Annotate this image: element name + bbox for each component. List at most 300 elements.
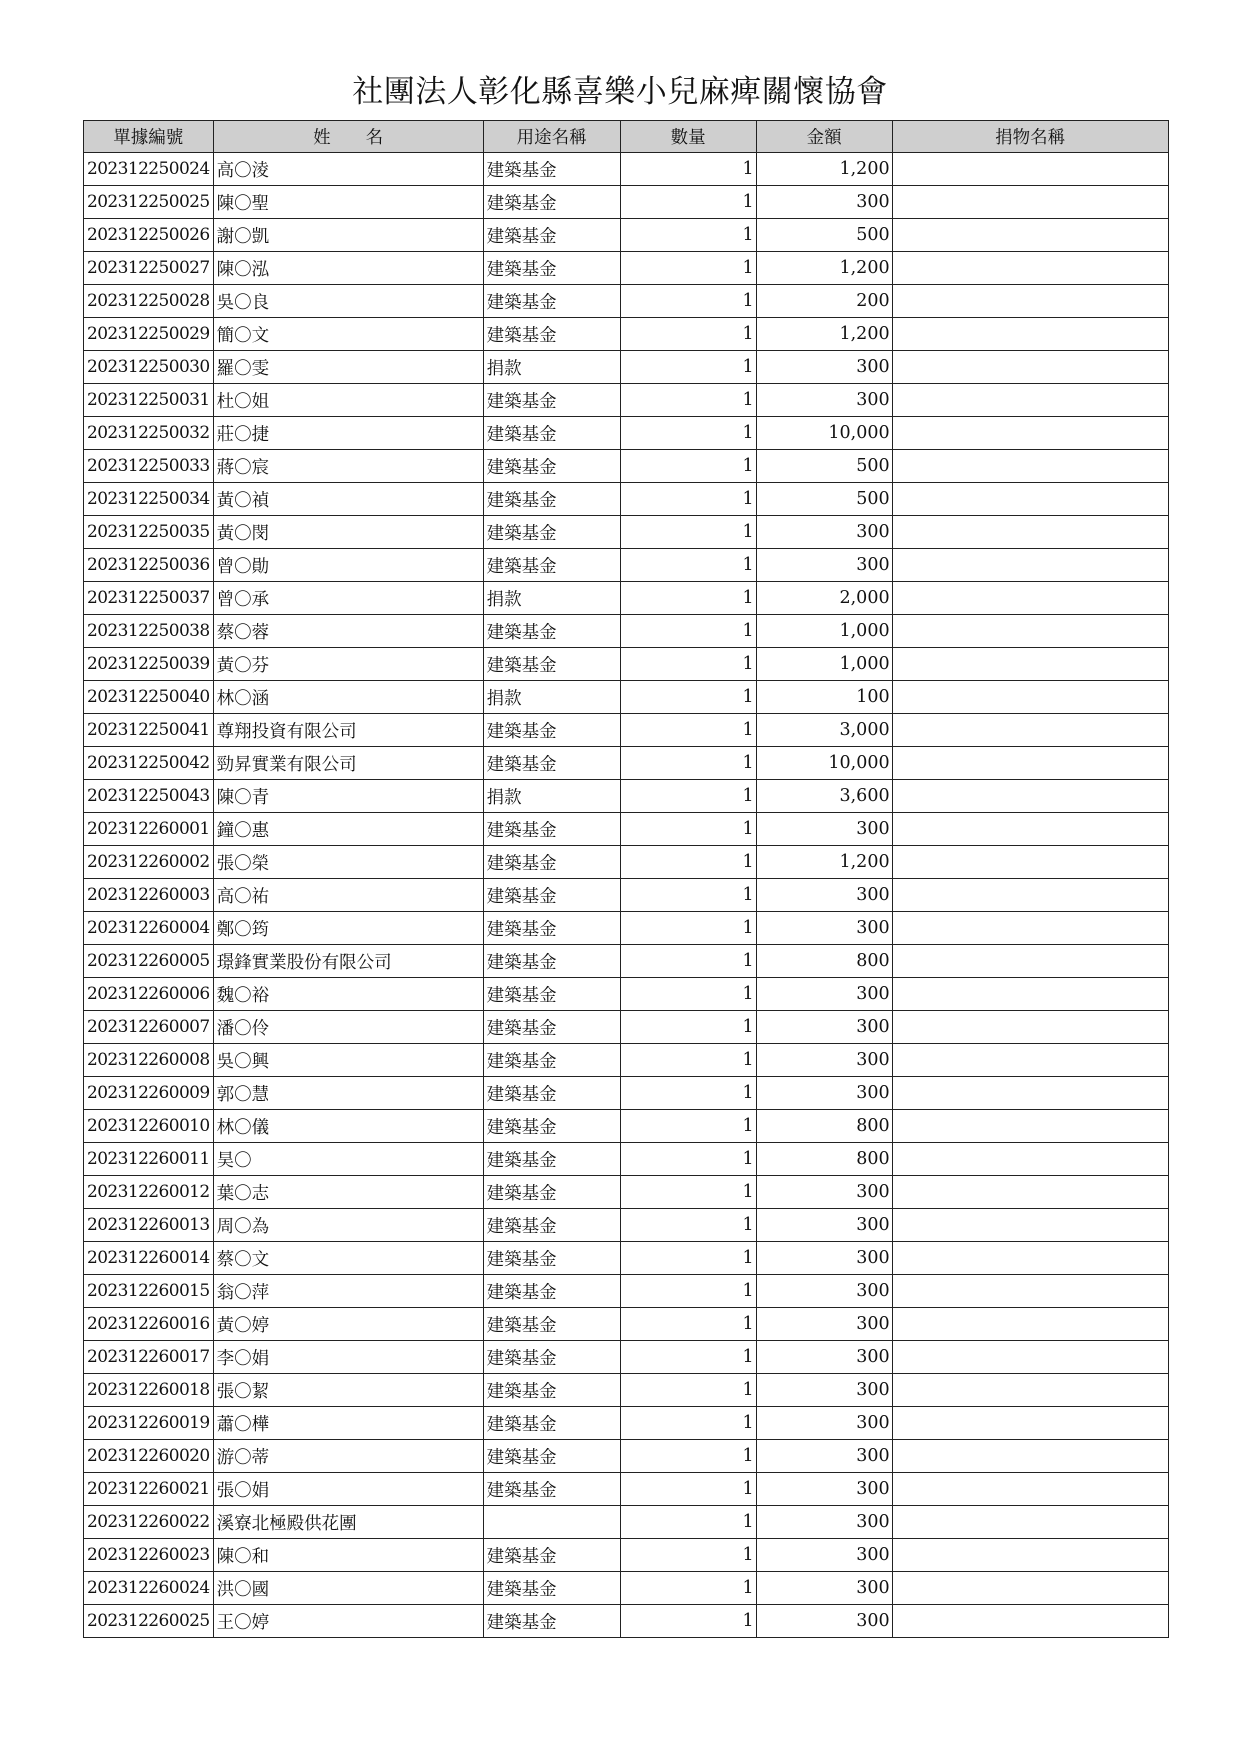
donated-item-cell bbox=[892, 1011, 1168, 1044]
purpose-cell: 建築基金 bbox=[483, 978, 620, 1011]
table-row bbox=[84, 549, 1169, 582]
receipt-no-cell: 202312260010 bbox=[84, 1110, 214, 1143]
donated-item-cell bbox=[892, 978, 1168, 1011]
amount-cell: 300 bbox=[756, 1473, 892, 1506]
amount-cell: 1,200 bbox=[756, 846, 892, 879]
name-cell: 曾〇承 bbox=[213, 582, 483, 615]
receipt-no-cell: 202312250032 bbox=[84, 417, 214, 450]
donated-item-cell bbox=[892, 153, 1168, 186]
table-row bbox=[84, 285, 1169, 318]
table-row bbox=[84, 1176, 1169, 1209]
receipt-no-cell: 202312260006 bbox=[84, 978, 214, 1011]
quantity-cell: 1 bbox=[620, 219, 756, 252]
amount-cell: 300 bbox=[756, 1605, 892, 1638]
purpose-cell: 建築基金 bbox=[483, 615, 620, 648]
amount-cell: 10,000 bbox=[756, 417, 892, 450]
amount-cell: 500 bbox=[756, 450, 892, 483]
table-row bbox=[84, 1407, 1169, 1440]
amount-cell: 300 bbox=[756, 879, 892, 912]
receipt-no-cell: 202312260023 bbox=[84, 1539, 214, 1572]
purpose-cell: 建築基金 bbox=[483, 219, 620, 252]
name-cell: 蔡〇文 bbox=[213, 1242, 483, 1275]
donated-item-cell bbox=[892, 1242, 1168, 1275]
name-cell: 吳〇興 bbox=[213, 1044, 483, 1077]
table-row bbox=[84, 813, 1169, 846]
table-row bbox=[84, 846, 1169, 879]
donated-item-cell bbox=[892, 1506, 1168, 1539]
purpose-cell: 建築基金 bbox=[483, 1605, 620, 1638]
table-row bbox=[84, 582, 1169, 615]
receipt-no-cell: 202312250039 bbox=[84, 648, 214, 681]
donated-item-cell bbox=[892, 1473, 1168, 1506]
quantity-cell: 1 bbox=[620, 714, 756, 747]
donated-item-cell bbox=[892, 1110, 1168, 1143]
quantity-cell: 1 bbox=[620, 1572, 756, 1605]
table-row bbox=[84, 1044, 1169, 1077]
name-cell: 張〇娟 bbox=[213, 1473, 483, 1506]
quantity-cell: 1 bbox=[620, 384, 756, 417]
purpose-cell: 建築基金 bbox=[483, 813, 620, 846]
receipt-no-cell: 202312250035 bbox=[84, 516, 214, 549]
receipt-no-cell: 202312260024 bbox=[84, 1572, 214, 1605]
header-name: 姓 名 bbox=[213, 121, 483, 153]
quantity-cell: 1 bbox=[620, 450, 756, 483]
receipt-no-cell: 202312260004 bbox=[84, 912, 214, 945]
amount-cell: 300 bbox=[756, 1374, 892, 1407]
amount-cell: 10,000 bbox=[756, 747, 892, 780]
table-row bbox=[84, 483, 1169, 516]
receipt-no-cell: 202312260002 bbox=[84, 846, 214, 879]
quantity-cell: 1 bbox=[620, 1341, 756, 1374]
donated-item-cell bbox=[892, 285, 1168, 318]
table-row bbox=[84, 1572, 1169, 1605]
name-cell: 黃〇閔 bbox=[213, 516, 483, 549]
donated-item-cell bbox=[892, 516, 1168, 549]
amount-cell: 300 bbox=[756, 1176, 892, 1209]
name-cell: 林〇儀 bbox=[213, 1110, 483, 1143]
purpose-cell: 建築基金 bbox=[483, 747, 620, 780]
receipt-no-cell: 202312250033 bbox=[84, 450, 214, 483]
receipt-no-cell: 202312260015 bbox=[84, 1275, 214, 1308]
name-cell: 陳〇泓 bbox=[213, 252, 483, 285]
donated-item-cell bbox=[892, 879, 1168, 912]
amount-cell: 300 bbox=[756, 1011, 892, 1044]
receipt-no-cell: 202312260012 bbox=[84, 1176, 214, 1209]
purpose-cell: 建築基金 bbox=[483, 153, 620, 186]
purpose-cell: 建築基金 bbox=[483, 384, 620, 417]
donated-item-cell bbox=[892, 1209, 1168, 1242]
purpose-cell: 捐款 bbox=[483, 681, 620, 714]
name-cell: 曾〇勛 bbox=[213, 549, 483, 582]
table-row bbox=[84, 1077, 1169, 1110]
amount-cell: 300 bbox=[756, 384, 892, 417]
table-row bbox=[84, 1308, 1169, 1341]
quantity-cell: 1 bbox=[620, 186, 756, 219]
purpose-cell: 建築基金 bbox=[483, 1539, 620, 1572]
purpose-cell: 建築基金 bbox=[483, 549, 620, 582]
donated-item-cell bbox=[892, 351, 1168, 384]
donated-item-cell bbox=[892, 186, 1168, 219]
name-cell: 張〇榮 bbox=[213, 846, 483, 879]
amount-cell: 800 bbox=[756, 1110, 892, 1143]
name-cell: 林〇涵 bbox=[213, 681, 483, 714]
table-row bbox=[84, 351, 1169, 384]
table-row bbox=[84, 417, 1169, 450]
purpose-cell: 建築基金 bbox=[483, 912, 620, 945]
receipt-no-cell: 202312250024 bbox=[84, 153, 214, 186]
amount-cell: 300 bbox=[756, 978, 892, 1011]
purpose-cell: 建築基金 bbox=[483, 1473, 620, 1506]
donated-item-cell bbox=[892, 648, 1168, 681]
donated-item-cell bbox=[892, 483, 1168, 516]
receipt-no-cell: 202312260021 bbox=[84, 1473, 214, 1506]
purpose-cell: 建築基金 bbox=[483, 1011, 620, 1044]
amount-cell: 300 bbox=[756, 1242, 892, 1275]
donated-item-cell bbox=[892, 1572, 1168, 1605]
table-row bbox=[84, 945, 1169, 978]
quantity-cell: 1 bbox=[620, 351, 756, 384]
name-cell: 吳〇良 bbox=[213, 285, 483, 318]
donated-item-cell bbox=[892, 681, 1168, 714]
purpose-cell: 建築基金 bbox=[483, 1077, 620, 1110]
purpose-cell: 捐款 bbox=[483, 780, 620, 813]
name-cell: 魏〇裕 bbox=[213, 978, 483, 1011]
receipt-no-cell: 202312260014 bbox=[84, 1242, 214, 1275]
header-receipt-no: 單據編號 bbox=[84, 121, 214, 153]
quantity-cell: 1 bbox=[620, 483, 756, 516]
purpose-cell: 建築基金 bbox=[483, 1143, 620, 1176]
table-row bbox=[84, 1605, 1169, 1638]
purpose-cell: 建築基金 bbox=[483, 450, 620, 483]
amount-cell: 300 bbox=[756, 912, 892, 945]
donated-item-cell bbox=[892, 384, 1168, 417]
receipt-no-cell: 202312250037 bbox=[84, 582, 214, 615]
quantity-cell: 1 bbox=[620, 1440, 756, 1473]
quantity-cell: 1 bbox=[620, 252, 756, 285]
donated-item-cell bbox=[892, 912, 1168, 945]
receipt-no-cell: 202312250038 bbox=[84, 615, 214, 648]
purpose-cell: 建築基金 bbox=[483, 1209, 620, 1242]
amount-cell: 1,200 bbox=[756, 153, 892, 186]
table-row bbox=[84, 1341, 1169, 1374]
quantity-cell: 1 bbox=[620, 549, 756, 582]
quantity-cell: 1 bbox=[620, 978, 756, 1011]
amount-cell: 1,000 bbox=[756, 648, 892, 681]
name-cell: 陳〇和 bbox=[213, 1539, 483, 1572]
quantity-cell: 1 bbox=[620, 912, 756, 945]
purpose-cell: 建築基金 bbox=[483, 648, 620, 681]
amount-cell: 500 bbox=[756, 483, 892, 516]
table-row bbox=[84, 879, 1169, 912]
table-row bbox=[84, 912, 1169, 945]
purpose-cell: 建築基金 bbox=[483, 1176, 620, 1209]
purpose-cell: 建築基金 bbox=[483, 846, 620, 879]
quantity-cell: 1 bbox=[620, 417, 756, 450]
receipt-no-cell: 202312260001 bbox=[84, 813, 214, 846]
purpose-cell: 建築基金 bbox=[483, 1407, 620, 1440]
name-cell: 簡〇文 bbox=[213, 318, 483, 351]
amount-cell: 500 bbox=[756, 219, 892, 252]
name-cell: 昊〇 bbox=[213, 1143, 483, 1176]
amount-cell: 200 bbox=[756, 285, 892, 318]
table-row bbox=[84, 1143, 1169, 1176]
donated-item-cell bbox=[892, 549, 1168, 582]
quantity-cell: 1 bbox=[620, 747, 756, 780]
quantity-cell: 1 bbox=[620, 1407, 756, 1440]
purpose-cell: 建築基金 bbox=[483, 714, 620, 747]
receipt-no-cell: 202312260025 bbox=[84, 1605, 214, 1638]
name-cell: 謝〇凱 bbox=[213, 219, 483, 252]
name-cell: 潘〇伶 bbox=[213, 1011, 483, 1044]
name-cell: 羅〇雯 bbox=[213, 351, 483, 384]
receipt-no-cell: 202312250040 bbox=[84, 681, 214, 714]
quantity-cell: 1 bbox=[620, 516, 756, 549]
quantity-cell: 1 bbox=[620, 1374, 756, 1407]
receipt-no-cell: 202312250043 bbox=[84, 780, 214, 813]
donated-item-cell bbox=[892, 1440, 1168, 1473]
name-cell: 郭〇慧 bbox=[213, 1077, 483, 1110]
quantity-cell: 1 bbox=[620, 1506, 756, 1539]
name-cell: 高〇淩 bbox=[213, 153, 483, 186]
donated-item-cell bbox=[892, 1407, 1168, 1440]
amount-cell: 300 bbox=[756, 1572, 892, 1605]
quantity-cell: 1 bbox=[620, 318, 756, 351]
name-cell: 翁〇萍 bbox=[213, 1275, 483, 1308]
receipt-no-cell: 202312250031 bbox=[84, 384, 214, 417]
quantity-cell: 1 bbox=[620, 153, 756, 186]
name-cell: 陳〇青 bbox=[213, 780, 483, 813]
quantity-cell: 1 bbox=[620, 1110, 756, 1143]
table-row bbox=[84, 780, 1169, 813]
quantity-cell: 1 bbox=[620, 1275, 756, 1308]
receipt-no-cell: 202312260005 bbox=[84, 945, 214, 978]
quantity-cell: 1 bbox=[620, 846, 756, 879]
name-cell: 尊翔投資有限公司 bbox=[213, 714, 483, 747]
donated-item-cell bbox=[892, 945, 1168, 978]
quantity-cell: 1 bbox=[620, 1605, 756, 1638]
receipt-no-cell: 202312250036 bbox=[84, 549, 214, 582]
name-cell: 蔣〇宸 bbox=[213, 450, 483, 483]
purpose-cell: 捐款 bbox=[483, 351, 620, 384]
table-row bbox=[84, 1242, 1169, 1275]
purpose-cell: 建築基金 bbox=[483, 483, 620, 516]
header-quantity: 數量 bbox=[620, 121, 756, 153]
name-cell: 王〇婷 bbox=[213, 1605, 483, 1638]
quantity-cell: 1 bbox=[620, 945, 756, 978]
table-row bbox=[84, 153, 1169, 186]
receipt-no-cell: 202312250026 bbox=[84, 219, 214, 252]
receipt-no-cell: 202312250034 bbox=[84, 483, 214, 516]
purpose-cell: 建築基金 bbox=[483, 1044, 620, 1077]
purpose-cell: 建築基金 bbox=[483, 945, 620, 978]
name-cell: 蔡〇蓉 bbox=[213, 615, 483, 648]
amount-cell: 300 bbox=[756, 1077, 892, 1110]
amount-cell: 300 bbox=[756, 1308, 892, 1341]
donated-item-cell bbox=[892, 714, 1168, 747]
name-cell: 陳〇聖 bbox=[213, 186, 483, 219]
purpose-cell: 建築基金 bbox=[483, 252, 620, 285]
amount-cell: 1,200 bbox=[756, 252, 892, 285]
amount-cell: 1,200 bbox=[756, 318, 892, 351]
purpose-cell: 捐款 bbox=[483, 582, 620, 615]
table-row bbox=[84, 681, 1169, 714]
receipt-no-cell: 202312260009 bbox=[84, 1077, 214, 1110]
name-cell: 莊〇捷 bbox=[213, 417, 483, 450]
donation-table bbox=[83, 120, 1169, 1638]
name-cell: 周〇為 bbox=[213, 1209, 483, 1242]
quantity-cell: 1 bbox=[620, 1176, 756, 1209]
receipt-no-cell: 202312260022 bbox=[84, 1506, 214, 1539]
quantity-cell: 1 bbox=[620, 1308, 756, 1341]
donated-item-cell bbox=[892, 615, 1168, 648]
receipt-no-cell: 202312260013 bbox=[84, 1209, 214, 1242]
receipt-no-cell: 202312260008 bbox=[84, 1044, 214, 1077]
name-cell: 勁昇實業有限公司 bbox=[213, 747, 483, 780]
receipt-no-cell: 202312260011 bbox=[84, 1143, 214, 1176]
amount-cell: 800 bbox=[756, 1143, 892, 1176]
receipt-no-cell: 202312260016 bbox=[84, 1308, 214, 1341]
amount-cell: 300 bbox=[756, 351, 892, 384]
amount-cell: 300 bbox=[756, 186, 892, 219]
name-cell: 黃〇婷 bbox=[213, 1308, 483, 1341]
receipt-no-cell: 202312260017 bbox=[84, 1341, 214, 1374]
receipt-no-cell: 202312250030 bbox=[84, 351, 214, 384]
purpose-cell: 建築基金 bbox=[483, 1374, 620, 1407]
table-row bbox=[84, 1209, 1169, 1242]
purpose-cell bbox=[483, 1506, 620, 1539]
amount-cell: 300 bbox=[756, 516, 892, 549]
name-cell: 高〇祐 bbox=[213, 879, 483, 912]
quantity-cell: 1 bbox=[620, 1011, 756, 1044]
quantity-cell: 1 bbox=[620, 879, 756, 912]
amount-cell: 3,600 bbox=[756, 780, 892, 813]
donated-item-cell bbox=[892, 450, 1168, 483]
amount-cell: 300 bbox=[756, 1275, 892, 1308]
amount-cell: 800 bbox=[756, 945, 892, 978]
amount-cell: 300 bbox=[756, 1209, 892, 1242]
table-row bbox=[84, 1110, 1169, 1143]
table-row bbox=[84, 648, 1169, 681]
amount-cell: 1,000 bbox=[756, 615, 892, 648]
table-row bbox=[84, 1440, 1169, 1473]
quantity-cell: 1 bbox=[620, 615, 756, 648]
purpose-cell: 建築基金 bbox=[483, 1275, 620, 1308]
name-cell: 黃〇芬 bbox=[213, 648, 483, 681]
name-cell: 葉〇志 bbox=[213, 1176, 483, 1209]
name-cell: 洪〇國 bbox=[213, 1572, 483, 1605]
purpose-cell: 建築基金 bbox=[483, 1440, 620, 1473]
table-row bbox=[84, 1011, 1169, 1044]
table-row bbox=[84, 1539, 1169, 1572]
header-amount: 金額 bbox=[756, 121, 892, 153]
receipt-no-cell: 202312260019 bbox=[84, 1407, 214, 1440]
quantity-cell: 1 bbox=[620, 1242, 756, 1275]
table-row bbox=[84, 186, 1169, 219]
table-row bbox=[84, 318, 1169, 351]
receipt-no-cell: 202312250029 bbox=[84, 318, 214, 351]
page-title: 社團法人彰化縣喜樂小兒麻痺關懷協會 bbox=[352, 74, 888, 110]
table-row bbox=[84, 219, 1169, 252]
quantity-cell: 1 bbox=[620, 582, 756, 615]
purpose-cell: 建築基金 bbox=[483, 1308, 620, 1341]
amount-cell: 2,000 bbox=[756, 582, 892, 615]
header-purpose: 用途名稱 bbox=[483, 121, 620, 153]
purpose-cell: 建築基金 bbox=[483, 417, 620, 450]
name-cell: 李〇娟 bbox=[213, 1341, 483, 1374]
quantity-cell: 1 bbox=[620, 1044, 756, 1077]
table-row bbox=[84, 1473, 1169, 1506]
donated-item-cell bbox=[892, 1539, 1168, 1572]
quantity-cell: 1 bbox=[620, 1077, 756, 1110]
quantity-cell: 1 bbox=[620, 648, 756, 681]
receipt-no-cell: 202312250025 bbox=[84, 186, 214, 219]
table-body bbox=[84, 153, 1169, 1638]
table-row bbox=[84, 714, 1169, 747]
quantity-cell: 1 bbox=[620, 813, 756, 846]
purpose-cell: 建築基金 bbox=[483, 285, 620, 318]
donated-item-cell bbox=[892, 582, 1168, 615]
purpose-cell: 建築基金 bbox=[483, 1572, 620, 1605]
amount-cell: 100 bbox=[756, 681, 892, 714]
receipt-no-cell: 202312260003 bbox=[84, 879, 214, 912]
table-row bbox=[84, 450, 1169, 483]
receipt-no-cell: 202312250027 bbox=[84, 252, 214, 285]
donated-item-cell bbox=[892, 219, 1168, 252]
amount-cell: 300 bbox=[756, 1341, 892, 1374]
donated-item-cell bbox=[892, 1374, 1168, 1407]
purpose-cell: 建築基金 bbox=[483, 879, 620, 912]
amount-cell: 300 bbox=[756, 1044, 892, 1077]
amount-cell: 300 bbox=[756, 1407, 892, 1440]
donated-item-cell bbox=[892, 1605, 1168, 1638]
donated-item-cell bbox=[892, 1044, 1168, 1077]
receipt-no-cell: 202312260007 bbox=[84, 1011, 214, 1044]
table-row bbox=[84, 747, 1169, 780]
name-cell: 璟鋒實業股份有限公司 bbox=[213, 945, 483, 978]
donated-item-cell bbox=[892, 813, 1168, 846]
receipt-no-cell: 202312250028 bbox=[84, 285, 214, 318]
quantity-cell: 1 bbox=[620, 681, 756, 714]
amount-cell: 300 bbox=[756, 1440, 892, 1473]
amount-cell: 300 bbox=[756, 813, 892, 846]
donated-item-cell bbox=[892, 1077, 1168, 1110]
name-cell: 蕭〇樺 bbox=[213, 1407, 483, 1440]
donated-item-cell bbox=[892, 780, 1168, 813]
table-row bbox=[84, 1374, 1169, 1407]
donated-item-cell bbox=[892, 1275, 1168, 1308]
quantity-cell: 1 bbox=[620, 1539, 756, 1572]
donated-item-cell bbox=[892, 318, 1168, 351]
header-donated-item: 捐物名稱 bbox=[892, 121, 1168, 153]
name-cell: 黃〇禎 bbox=[213, 483, 483, 516]
donated-item-cell bbox=[892, 1308, 1168, 1341]
amount-cell: 300 bbox=[756, 1506, 892, 1539]
donated-item-cell bbox=[892, 1143, 1168, 1176]
purpose-cell: 建築基金 bbox=[483, 1242, 620, 1275]
quantity-cell: 1 bbox=[620, 1473, 756, 1506]
donated-item-cell bbox=[892, 846, 1168, 879]
amount-cell: 300 bbox=[756, 1539, 892, 1572]
amount-cell: 300 bbox=[756, 549, 892, 582]
receipt-no-cell: 202312260020 bbox=[84, 1440, 214, 1473]
name-cell: 杜〇姐 bbox=[213, 384, 483, 417]
table-row bbox=[84, 516, 1169, 549]
name-cell: 溪寮北極殿供花團 bbox=[213, 1506, 483, 1539]
name-cell: 游〇蒂 bbox=[213, 1440, 483, 1473]
table-row bbox=[84, 1506, 1169, 1539]
table-row bbox=[84, 252, 1169, 285]
purpose-cell: 建築基金 bbox=[483, 1110, 620, 1143]
